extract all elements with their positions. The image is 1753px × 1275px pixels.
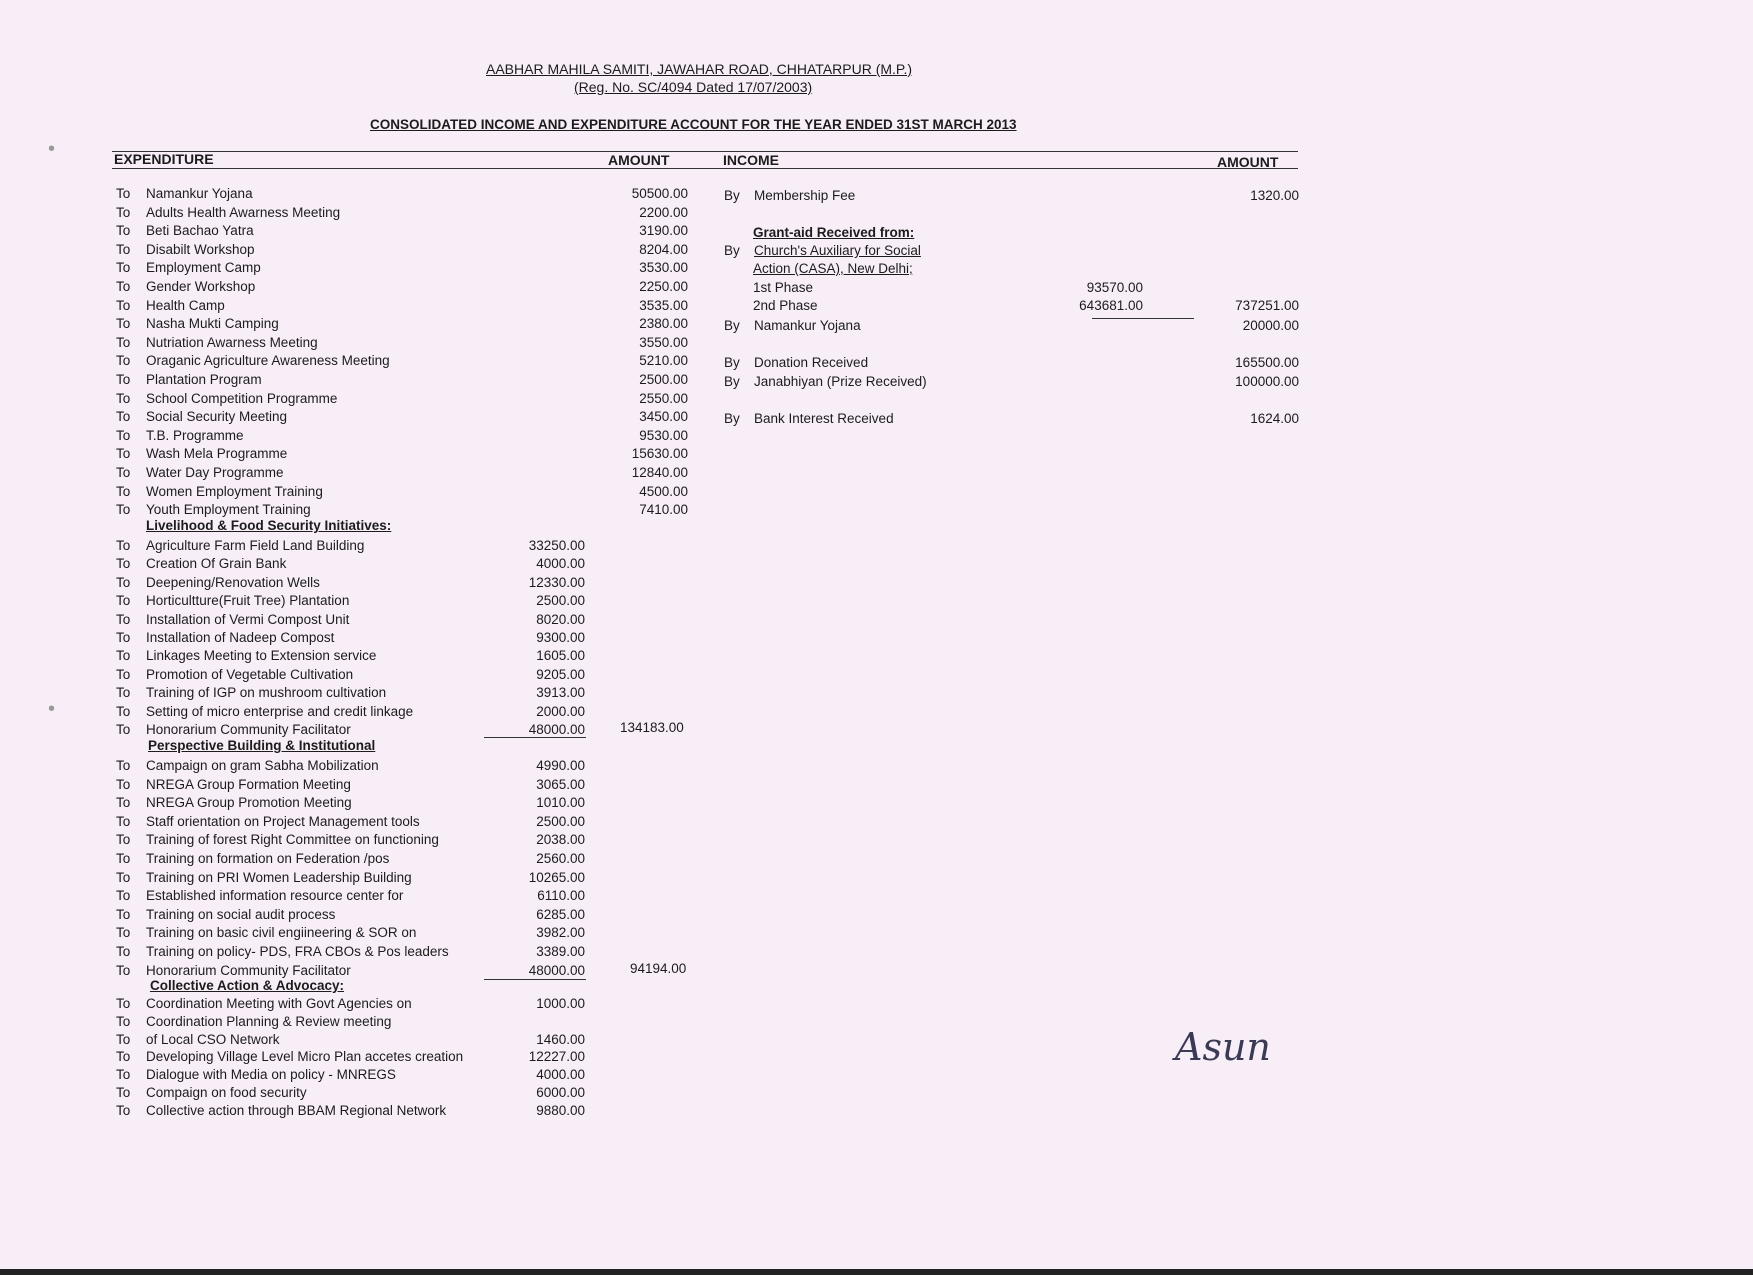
collective-heading: Collective Action & Advocacy: [150,978,345,993]
income-amount: 165500.00 [1235,355,1299,370]
income-interest-row [724,410,1302,428]
row-label: NREGA Group Formation Meeting [146,776,351,792]
collective-row [116,1102,590,1120]
row-amount: 2038.00 [536,832,585,848]
row-amount: 9530.00 [639,427,688,443]
income-label: Namankur Yojana [754,318,861,333]
collective-row [116,1084,590,1102]
expenditure-row [116,483,693,501]
row-label: Social Security Meeting [146,409,288,425]
row-prefix: To [116,1102,131,1118]
perspective-subtotal-rule [484,979,586,980]
livelihood-total: 134183.00 [620,720,684,735]
row-label: Training of forest Right Committee on functioning [146,832,439,848]
row-prefix: To [116,223,131,239]
row-prefix: To [116,869,131,885]
row-label: Creation Of Grain Bank [146,556,287,572]
row-amount: 2380.00 [639,316,688,332]
row-amount: 7410.00 [639,502,688,518]
scan-mark: • [48,138,56,160]
row-amount: 2500.00 [536,813,585,829]
perspective-row [116,943,590,961]
row-prefix: To [116,611,131,627]
row-label: Installation of Nadeep Compost [146,630,335,645]
collective-row [116,1013,590,1031]
income-label: Bank Interest Received [754,411,894,426]
amount-right-column-header: AMOUNT [1217,154,1279,170]
row-label: Collective action through BBAM Regional Network [146,1102,447,1118]
row-amount: 9205.00 [536,666,585,682]
row-amount: 3190.00 [639,223,688,239]
row-label: Oraganic Agriculture Awareness Meeting [146,353,390,369]
expenditure-row [116,371,693,389]
livelihood-row [116,611,590,629]
income-membership-row [724,187,1302,205]
row-amount: 12227.00 [528,1049,585,1065]
expenditure-row [116,185,693,203]
row-label: Training on formation on Federation /pos [146,851,390,866]
row-prefix: To [116,279,131,294]
row-amount: 4000.00 [536,556,585,572]
expenditure-row [116,427,693,445]
row-prefix: To [116,316,131,332]
row-amount: 6285.00 [536,906,585,922]
row-prefix: To [116,1085,131,1100]
row-label: Disabilt Workshop [146,241,255,257]
row-label: Agriculture Farm Field Land Building [146,538,365,553]
row-amount: 2000.00 [536,703,585,719]
row-prefix: To [116,1049,131,1065]
grant-source-line1: Church's Auxiliary for Social [754,243,921,258]
amount-left-column-header: AMOUNT [608,152,670,168]
row-prefix: To [116,832,131,848]
row-label: Employment Camp [146,260,261,276]
row-label: Training on policy- PDS, FRA CBOs & Pos leaders [146,944,449,959]
perspective-row [116,757,590,775]
row-label: Dialogue with Media on policy - MNREGS [146,1067,396,1083]
organization-name: AABHAR MAHILA SAMITI, JAWAHAR ROAD, CHHATARPUR (M.P.) [486,61,913,77]
row-label: School Competition Programme [146,390,338,406]
row-prefix: To [116,996,131,1011]
grant-phase1-row [753,279,1193,297]
livelihood-row [116,703,590,721]
collective-row [116,1066,590,1084]
row-label: Training on basic civil engiineering & SOR on [146,925,417,941]
header-top-rule [112,151,1298,152]
row-prefix: To [116,409,131,425]
row-label: Compaign on food security [146,1085,307,1100]
row-prefix: To [116,483,131,499]
row-amount: 8204.00 [639,241,688,257]
expenditure-row [116,501,693,519]
row-amount: 1010.00 [536,795,585,811]
row-prefix: To [116,241,131,257]
row-prefix: To [116,703,131,719]
income-prefix: By [724,355,740,370]
row-label: Developing Village Level Micro Plan accetes creation [146,1049,464,1065]
perspective-row [116,850,590,868]
expenditure-row [116,241,693,259]
row-label: Established information resource center for [146,888,404,904]
row-amount: 8020.00 [536,611,585,627]
row-prefix: To [116,685,131,701]
income-column-header: INCOME [723,152,779,168]
header-bottom-rule [112,168,1298,169]
expenditure-row [116,259,693,277]
registration-number: (Reg. No. SC/4094 Dated 17/07/2003) [574,79,813,95]
income-amount: 1624.00 [1250,411,1299,426]
row-label: Campaign on gram Sabha Mobilization [146,758,379,773]
row-prefix: To [116,906,131,922]
row-label: Training of IGP on mushroom cultivation [146,685,387,701]
row-label: Coordination Planning & Review meeting [146,1013,392,1029]
row-label: Women Employment Training [146,483,323,499]
row-label: Promotion of Vegetable Cultivation [146,666,354,682]
row-prefix: To [116,502,131,518]
income-janabhiyan-row [724,373,1302,391]
expenditure-row [116,222,693,240]
row-label: Health Camp [146,297,225,313]
expenditure-row [116,278,693,296]
row-prefix: To [116,1031,131,1047]
livelihood-row [116,629,590,647]
row-prefix: To [116,758,131,773]
row-prefix: To [116,390,131,406]
row-amount: 50500.00 [631,186,688,201]
livelihood-row [116,537,590,555]
grant-source-row [724,242,1124,260]
row-label: T.B. Programme [146,427,244,443]
phase2-amount: 643681.00 [1079,298,1143,313]
row-prefix: To [116,648,131,664]
income-amount: 1320.00 [1250,188,1299,203]
row-label: Nasha Mukti Camping [146,316,279,332]
expenditure-row [116,315,693,333]
row-label: Water Day Programme [146,465,284,480]
row-amount: 2500.00 [639,372,688,387]
row-label: Beti Bachao Yatra [146,223,254,239]
row-amount: 6000.00 [536,1085,585,1100]
scan-edge [0,1269,1753,1275]
expenditure-column-header: EXPENDITURE [114,151,214,167]
collective-row [116,1031,590,1049]
row-amount: 12840.00 [631,465,688,480]
perspective-row [116,869,590,887]
phase1-label: 1st Phase [753,280,814,295]
expenditure-row [116,334,693,352]
row-label: Training on PRI Women Leadership Building [146,869,412,885]
row-prefix: To [116,260,131,276]
row-prefix: To [116,334,131,350]
row-prefix: To [116,353,131,369]
row-prefix: To [116,593,131,609]
row-prefix: To [116,186,131,201]
income-prefix: By [724,243,740,258]
row-prefix: To [116,297,131,313]
row-amount: 3550.00 [639,334,688,350]
row-label: of Local CSO Network [146,1031,280,1047]
income-prefix: By [724,411,740,426]
income-donation-row [724,354,1302,372]
row-prefix: To [116,776,131,792]
livelihood-row [116,592,590,610]
expenditure-row [116,408,693,426]
row-amount: 3065.00 [536,776,585,792]
income-prefix: By [724,374,740,389]
livelihood-row [116,684,590,702]
row-amount: 1460.00 [536,1031,585,1047]
row-label: Setting of micro enterprise and credit linkage [146,703,414,719]
row-amount: 3530.00 [639,260,688,276]
row-prefix: To [116,888,131,904]
row-prefix: To [116,630,131,645]
livelihood-row [116,574,590,592]
row-amount: 2550.00 [639,390,688,406]
livelihood-row [116,555,590,573]
livelihood-subtotal-rule [484,737,586,738]
row-amount: 6110.00 [537,888,585,904]
row-amount: 2200.00 [639,204,688,220]
statement-title: CONSOLIDATED INCOME AND EXPENDITURE ACCOUNT FOR THE YEAR ENDED 31ST MARCH 2013 [370,117,1017,132]
row-label: Honorarium Community Facilitator [146,962,351,978]
row-prefix: To [116,813,131,829]
perspective-row [116,906,590,924]
row-amount: 3913.00 [536,685,585,701]
row-label: Coordination Meeting with Govt Agencies on [146,996,412,1011]
row-prefix: To [116,465,131,480]
row-amount: 1605.00 [536,648,585,664]
row-label: Staff orientation on Project Management tools [146,813,420,829]
row-label: NREGA Group Promotion Meeting [146,795,352,811]
row-label: Adults Health Awarness Meeting [146,204,341,220]
row-amount: 3982.00 [536,925,585,941]
phase1-amount: 93570.00 [1086,280,1143,295]
perspective-row [116,794,590,812]
expenditure-row [116,352,693,370]
phase2-label: 2nd Phase [753,298,818,313]
scan-mark: • [48,698,56,720]
row-prefix: To [116,372,131,387]
row-label: Nutriation Awarness Meeting [146,334,318,350]
row-amount: 9300.00 [536,630,585,645]
row-prefix: To [116,538,131,553]
perspective-row [116,831,590,849]
row-prefix: To [116,1013,131,1029]
row-amount: 4000.00 [536,1067,585,1083]
row-prefix: To [116,204,131,220]
signature: Asun [1175,1025,1271,1069]
expenditure-row [116,390,693,408]
row-prefix: To [116,427,131,443]
row-amount: 4990.00 [536,758,585,773]
row-amount: 15630.00 [631,446,688,462]
row-amount: 1000.00 [536,996,585,1011]
row-amount: 12330.00 [528,574,585,590]
row-amount: 10265.00 [528,869,585,885]
row-amount: 3450.00 [639,409,688,425]
livelihood-heading: Livelihood & Food Security Initiatives: [146,518,392,533]
row-amount: 3389.00 [536,944,585,959]
expenditure-row [116,204,693,222]
row-prefix: To [116,446,131,462]
livelihood-row [116,666,590,684]
row-prefix: To [116,556,131,572]
grant-source-line2: Action (CASA), New Delhi; [753,261,913,276]
row-label: Namankur Yojana [146,186,253,201]
perspective-row [116,776,590,794]
row-label: Gender Workshop [146,279,256,294]
grant-phase2-row [753,297,1303,315]
row-prefix: To [116,851,131,866]
row-amount: 33250.00 [528,538,585,553]
row-label: Plantation Program [146,372,262,387]
row-amount: 9880.00 [536,1102,585,1118]
row-label: Linkages Meeting to Extension service [146,648,377,664]
expenditure-row [116,464,693,482]
row-prefix: To [116,962,131,978]
income-prefix: By [724,188,740,203]
livelihood-row [116,647,590,665]
row-label: Deepening/Renovation Wells [146,574,320,590]
row-prefix: To [116,795,131,811]
row-amount: 3535.00 [639,297,688,313]
row-amount: 2560.00 [536,851,585,866]
perspective-row [116,924,590,942]
row-amount: 5210.00 [639,353,688,369]
row-amount: 2250.00 [639,279,688,294]
expenditure-row [116,445,693,463]
row-prefix: To [116,574,131,590]
perspective-heading: Perspective Building & Institutional [148,738,376,753]
income-prefix: By [724,318,740,333]
income-label: Janabhiyan (Prize Received) [754,374,927,389]
row-label: Wash Mela Programme [146,446,288,462]
row-prefix: To [116,722,131,737]
income-amount: 100000.00 [1235,374,1299,389]
row-label: Installation of Vermi Compost Unit [146,611,350,627]
perspective-row [116,962,590,980]
row-label: Honorarium Community Facilitator [146,722,351,737]
expenditure-row [116,297,693,315]
income-amount: 20000.00 [1242,318,1299,333]
grant-total-amount: 737251.00 [1235,298,1299,313]
grant-heading: Grant-aid Received from: [753,225,915,240]
perspective-total: 94194.00 [630,961,687,976]
collective-row [116,995,590,1013]
row-label: Training on social audit process [146,906,336,922]
row-prefix: To [116,925,131,941]
row-amount: 2500.00 [536,593,585,609]
income-namankur-row [724,317,1302,335]
row-amount: 48000.00 [528,722,585,737]
row-label: Youth Employment Training [146,502,311,518]
perspective-row [116,887,590,905]
row-label: Horticultture(Fruit Tree) Plantation [146,593,350,609]
perspective-row [116,813,590,831]
income-label: Membership Fee [754,188,856,203]
row-prefix: To [116,1067,131,1083]
income-label: Donation Received [754,355,869,370]
collective-row [116,1048,590,1066]
row-prefix: To [116,944,131,959]
row-amount: 48000.00 [528,962,585,978]
row-amount: 4500.00 [639,483,688,499]
row-prefix: To [116,666,131,682]
